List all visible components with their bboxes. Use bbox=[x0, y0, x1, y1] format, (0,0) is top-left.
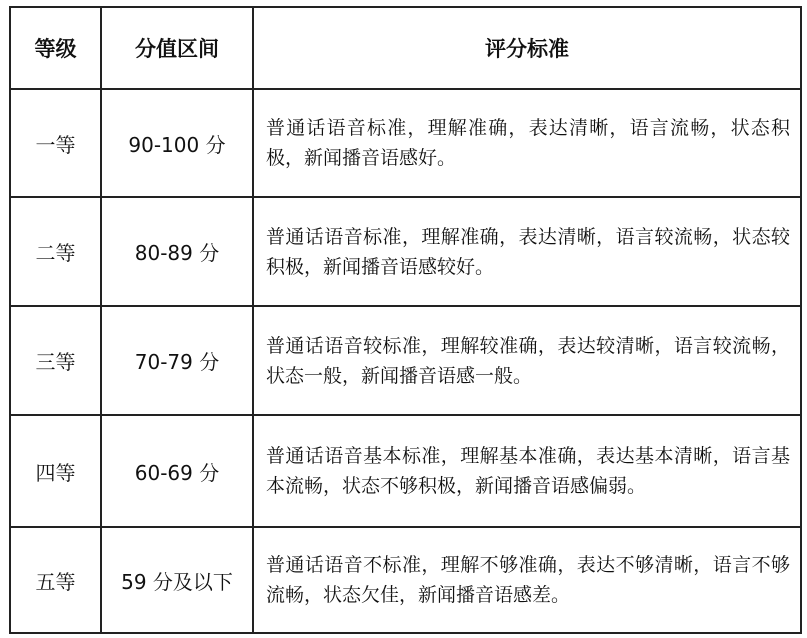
grade-cell: 三等 bbox=[10, 306, 101, 415]
table-row bbox=[10, 197, 801, 306]
criteria-cell: 普通话语音标准，理解准确，表达清晰，语言较流畅，状态较积极，新闻播音语感较好。 bbox=[253, 197, 801, 306]
table-header bbox=[10, 7, 801, 89]
header-row bbox=[10, 7, 801, 89]
grade-cell: 五等 bbox=[10, 527, 101, 633]
range-cell: 90-100 分 bbox=[101, 89, 253, 197]
grade-cell: 四等 bbox=[10, 415, 101, 527]
table-row bbox=[10, 527, 801, 633]
table-row bbox=[10, 306, 801, 415]
range-cell: 80-89 分 bbox=[101, 197, 253, 306]
range-cell: 59 分及以下 bbox=[101, 527, 253, 633]
grade-cell: 一等 bbox=[10, 89, 101, 197]
grade-cell: 二等 bbox=[10, 197, 101, 306]
header-grade: 等级 bbox=[10, 7, 101, 89]
table-row bbox=[10, 415, 801, 527]
range-cell: 60-69 分 bbox=[101, 415, 253, 527]
header-score-range: 分值区间 bbox=[101, 7, 253, 89]
table-row bbox=[10, 89, 801, 197]
header-criteria: 评分标准 bbox=[253, 7, 801, 89]
criteria-cell: 普通话语音标准，理解准确，表达清晰，语言流畅，状态积极，新闻播音语感好。 bbox=[253, 89, 801, 197]
range-cell: 70-79 分 bbox=[101, 306, 253, 415]
criteria-cell: 普通话语音较标准，理解较准确，表达较清晰，语言较流畅，状态一般，新闻播音语感一般。 bbox=[253, 306, 801, 415]
table-body bbox=[10, 89, 801, 633]
grading-table bbox=[9, 6, 802, 634]
criteria-cell: 普通话语音不标准，理解不够准确，表达不够清晰，语言不够流畅，状态欠佳，新闻播音语感差。 bbox=[253, 527, 801, 633]
criteria-cell: 普通话语音基本标准，理解基本准确，表达基本清晰，语言基本流畅，状态不够积极，新闻播音语感偏弱。 bbox=[253, 415, 801, 527]
